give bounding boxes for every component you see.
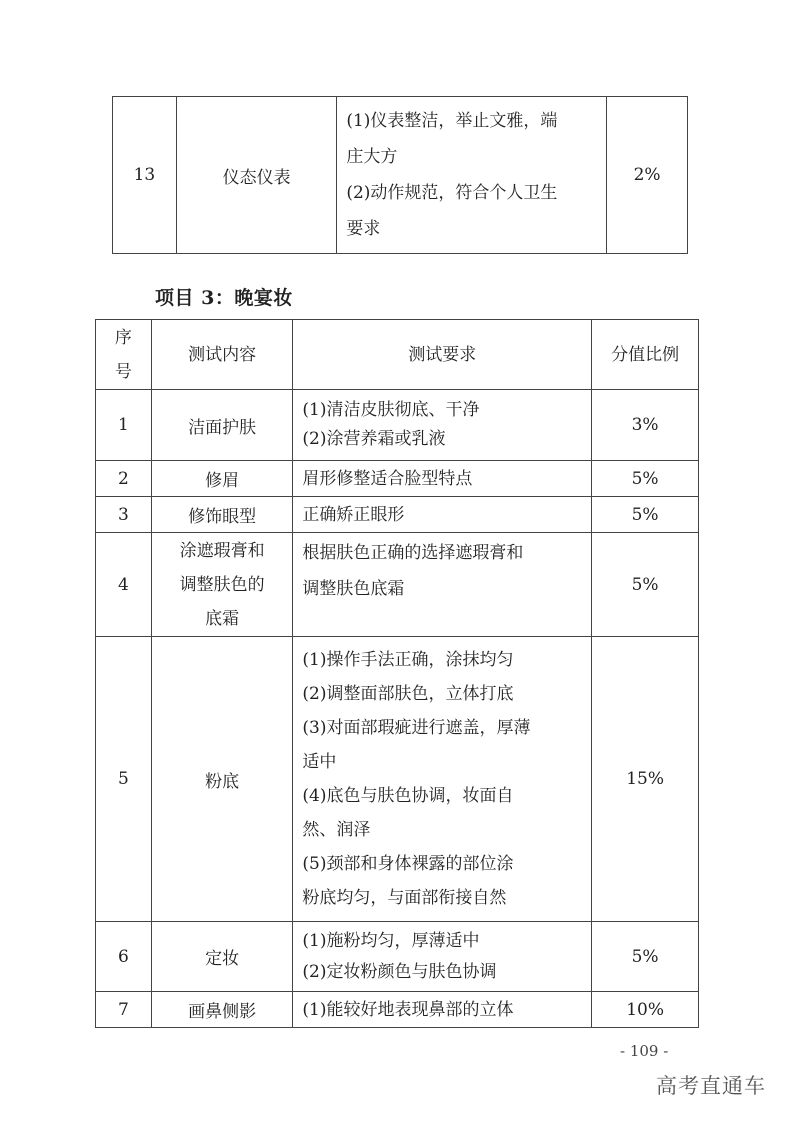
table-row bbox=[96, 992, 699, 1028]
row-number: 5 bbox=[96, 637, 152, 922]
test-requirements bbox=[293, 637, 592, 922]
test-requirements bbox=[293, 992, 592, 1028]
row-number: 4 bbox=[96, 533, 152, 637]
score-ratio: 3% bbox=[592, 390, 699, 461]
test-requirements bbox=[337, 97, 607, 254]
test-content: 修眉 bbox=[151, 461, 293, 497]
requirement-line: 正确矫正眼形 bbox=[302, 504, 405, 525]
test-content: 画鼻侧影 bbox=[151, 992, 293, 1028]
requirement-line: 适中 bbox=[302, 752, 337, 772]
header-ratio: 分值比例 bbox=[592, 320, 699, 390]
table-row bbox=[96, 922, 699, 992]
header-content: 测试内容 bbox=[151, 320, 293, 390]
requirement-line: 调整肤色底霜 bbox=[302, 579, 405, 599]
requirement-line: (2)涂营养霜或乳液 bbox=[302, 429, 446, 449]
row-number: 6 bbox=[96, 922, 152, 992]
page-number: - 109 - bbox=[620, 1042, 669, 1060]
row-number: 1 bbox=[96, 390, 152, 461]
requirement-line: (1)施粉均匀，厚薄适中 bbox=[302, 930, 480, 951]
row-number: 13 bbox=[113, 97, 177, 254]
score-ratio: 5% bbox=[592, 922, 699, 992]
table-row bbox=[96, 390, 699, 461]
table-row bbox=[113, 97, 688, 254]
requirement-line: (1)仪表整洁，举止文雅，端 bbox=[346, 111, 558, 131]
header-no bbox=[96, 320, 152, 390]
requirement-line: (5)颈部和身体裸露的部位涂 bbox=[302, 854, 514, 874]
main-table bbox=[95, 319, 699, 1028]
score-ratio: 2% bbox=[607, 97, 688, 254]
requirement-line: (4)底色与肤色协调，妆面自 bbox=[302, 786, 514, 806]
requirement-line: (2)定妆粉颜色与肤色协调 bbox=[302, 961, 497, 982]
test-content: 定妆 bbox=[151, 922, 293, 992]
requirement-line: 粉底均匀，与面部衔接自然 bbox=[302, 888, 507, 908]
score-ratio: 10% bbox=[592, 992, 699, 1028]
requirement-line: 根据肤色正确的选择遮瑕膏和 bbox=[302, 543, 524, 563]
test-content: 洁面护肤 bbox=[151, 390, 293, 461]
table-row bbox=[96, 533, 699, 637]
requirement-line: (1)清洁皮肤彻底、干净 bbox=[302, 400, 480, 420]
requirement-line: 眉形修整适合脸型特点 bbox=[302, 468, 473, 489]
requirement-line: (1)能较好地表现鼻部的立体 bbox=[302, 999, 514, 1020]
content-line: 调整肤色的 bbox=[179, 574, 265, 595]
requirement-line: 庄大方 bbox=[346, 147, 398, 167]
row-number: 3 bbox=[96, 497, 152, 533]
test-requirements bbox=[293, 461, 592, 497]
requirement-line: (2)调整面部肤色，立体打底 bbox=[302, 684, 514, 704]
table-header-row bbox=[96, 320, 699, 390]
content-line: 底霜 bbox=[205, 608, 240, 629]
content-line: 涂遮瑕膏和 bbox=[179, 540, 265, 561]
requirement-line: 要求 bbox=[346, 219, 381, 239]
test-requirements bbox=[293, 390, 592, 461]
row-number: 7 bbox=[96, 992, 152, 1028]
requirement-line: (2)动作规范，符合个人卫生 bbox=[346, 183, 558, 203]
test-content: 修饰眼型 bbox=[151, 497, 293, 533]
table-row bbox=[96, 461, 699, 497]
test-requirements bbox=[293, 497, 592, 533]
requirement-line: (1)操作手法正确，涂抹均匀 bbox=[302, 650, 514, 670]
top-table bbox=[112, 96, 688, 254]
score-ratio: 5% bbox=[592, 533, 699, 637]
score-ratio: 15% bbox=[592, 637, 699, 922]
watermark: 高考直通车 bbox=[656, 1074, 766, 1098]
score-ratio: 5% bbox=[592, 461, 699, 497]
test-requirements bbox=[293, 922, 592, 992]
header-no-line: 序 bbox=[114, 327, 132, 348]
test-content bbox=[151, 533, 293, 637]
section-title: 项目 3：晚宴妆 bbox=[155, 287, 293, 309]
test-content: 粉底 bbox=[151, 637, 293, 922]
score-ratio: 5% bbox=[592, 497, 699, 533]
requirement-line: (3)对面部瑕疵进行遮盖，厚薄 bbox=[302, 718, 531, 738]
table-row bbox=[96, 637, 699, 922]
table-row bbox=[96, 497, 699, 533]
test-content: 仪态仪表 bbox=[176, 97, 336, 254]
requirement-line: 然、润泽 bbox=[302, 820, 371, 840]
row-number: 2 bbox=[96, 461, 152, 497]
header-requirements: 测试要求 bbox=[293, 320, 592, 390]
test-requirements bbox=[293, 533, 592, 637]
header-no-line: 号 bbox=[114, 361, 132, 382]
